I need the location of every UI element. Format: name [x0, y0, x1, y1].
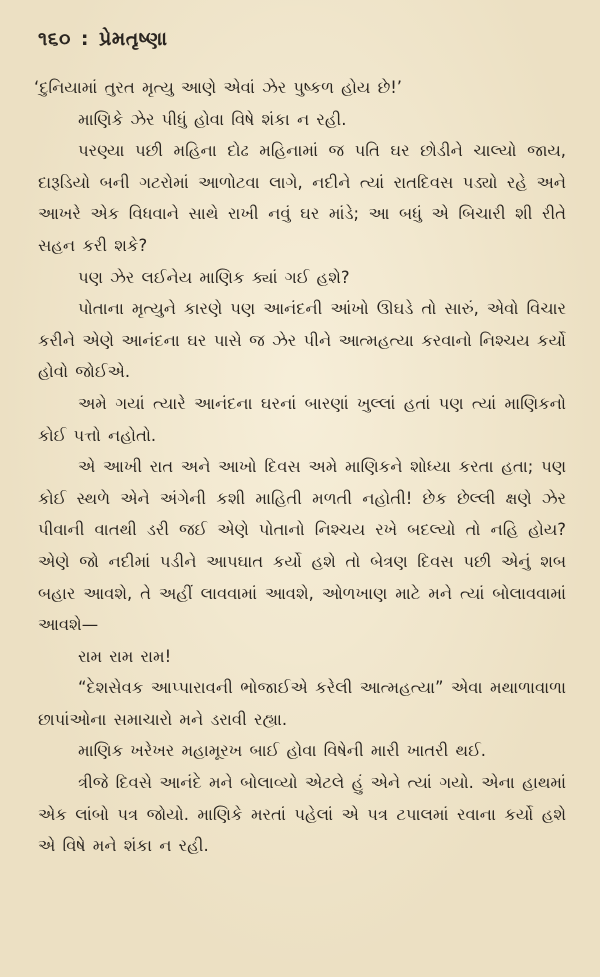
paragraph: માણિકે ઝેર પીધું હોવા વિષે શંકા ન રહી.: [78, 109, 347, 129]
paragraph: ત્રીજે દિવસે આનંદે મને બોલાવ્યો એટલે હું એને ત્યાં ગયો. એના હાથમાં એક લાંબો પત્ર જોયો. માણિકે મરતાં પહેલાં એ પત્ર ટપાલમાં રવાના કર્યો હશે એ વિષે મને શંકા ન રહી.: [38, 773, 566, 856]
paragraph: માણિક ખરેખર મહામૂરખ બાઈ હોવા વિષેની મારી ખાતરી થઈ.: [78, 741, 486, 761]
paragraph: પરણ્યા પછી મહિના દોઢ મહિનામાં જ પતિ ઘર છોડીને ચાલ્યો જાય, દારૂડિયો બની ગટરોમાં આળોટવા લાગે, નદીને ત્યાં રાતદિવસ પડ્યો રહે અને આખરે એક વિધવાને સાથે રાખી નવું ઘર માંડે; આ બધું એ બિચારી શી રીતે સહન કરી શકે?: [38, 141, 566, 255]
paragraph: એ આખી રાત અને આખો દિવસ અમે માણિકને શોધ્યા કરતા હતા; પણ કોઈ સ્થળે એને અંગેની કશી માહિતી મળતી નહોતી! છેક છેલ્લી ક્ષણે ઝેર પીવાની વાતથી ડરી જઈ એણે પોતાનો નિશ્ચય રખે બદલ્યો તો નહિ હોય? એણે જો નદીમાં પડીને આપઘાત કર્યો હશે તો બેત્રણ દિવસ પછી એનું શબ બહાર આવશે, તે અહીં લાવવામાં આવશે, ઓળખાણ માટે મને ત્યાં બોલાવવામાં આવશે—: [38, 457, 566, 635]
paragraph: રામ રામ રામ!: [78, 646, 172, 666]
paragraph: ‘દુનિયામાં તુરત મૃત્યુ આણે એવાં ઝેર પુષ્કળ હોય છે!’: [34, 78, 403, 97]
paragraph: પણ ઝેર લઈનેય માણિક ક્યાં ગઈ હશે?: [78, 267, 350, 287]
paragraph: પોતાના મૃત્યુને કારણે પણ આનંદની આંખો ઊઘડે તો સારું, એવો વિચાર કરીને એણે આનંદના ઘર પાસે જ ઝેર પીને આત્મહત્યા કરવાનો નિશ્ચય કર્યો હોવો જોઈએ.: [38, 299, 566, 382]
body-text: [34, 72, 566, 862]
page-number: ૧૬૦: [38, 28, 71, 50]
book-title: પ્રેમતૃષ્ણા: [99, 28, 168, 50]
paragraph: “દેશસેવક આપ્પારાવની ભોજાઈએ કરેલી આત્મહત્યા” એવા મથાળાવાળા છાપાંઓના સમાચારો મને ડરાવી રહ્યા.: [38, 678, 566, 729]
header-separator: :: [80, 28, 89, 50]
paragraph: અમે ગયાં ત્યારે આનંદના ઘરનાં બારણાં ખુલ્લાં હતાં પણ ત્યાં માણિકનો કોઈ પત્તો નહોતો.: [38, 393, 566, 445]
page-header: [38, 28, 566, 50]
